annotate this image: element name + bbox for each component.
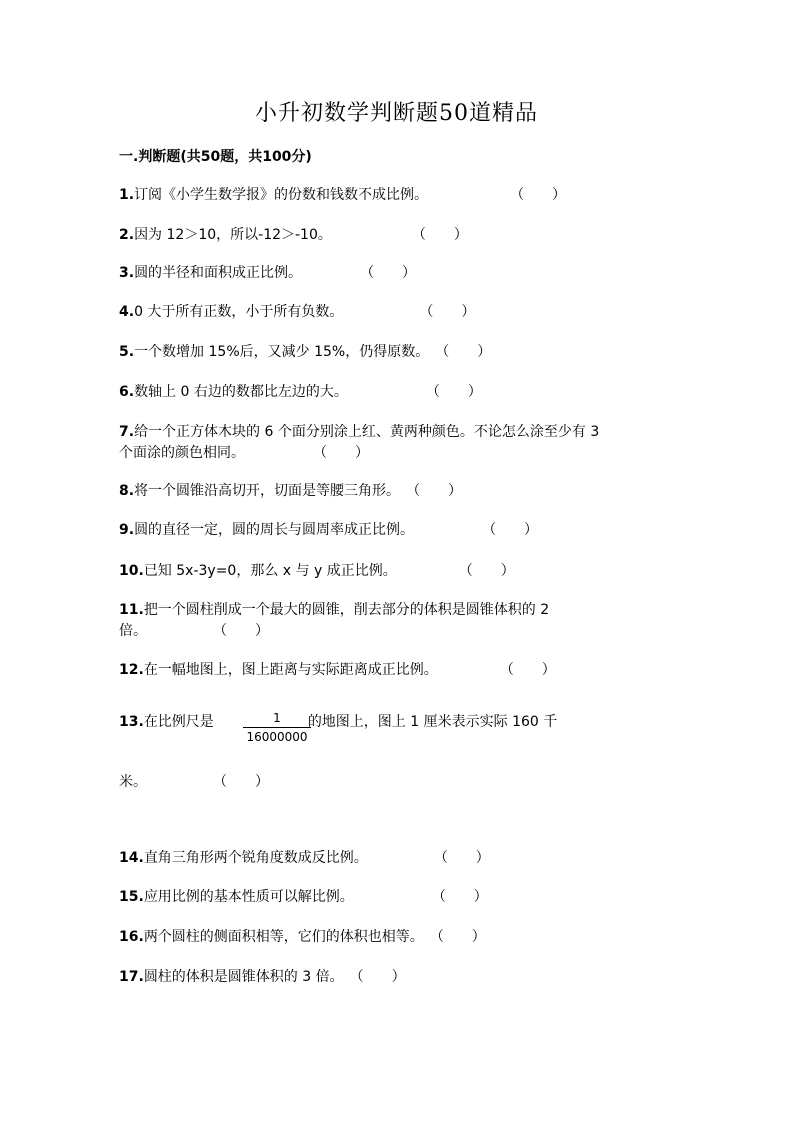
question-number: 4. (119, 304, 135, 320)
section-heading: 一.判断题(共50题，共100分) (119, 149, 312, 165)
question-10 (119, 561, 515, 582)
answer-blank[interactable]: （ ） (425, 384, 482, 400)
question-text: 直角三角形两个锐角度数成反比例。 (143, 850, 368, 866)
question-number: 15. (119, 889, 144, 905)
question-number: 13. (119, 714, 144, 730)
question-text-continued: 个面涂的颜色相同。 (119, 445, 245, 461)
question-13 (119, 712, 557, 733)
fraction-denominator: 16000000 (246, 730, 308, 744)
question-text: 圆柱的体积是圆锥体积的 3 倍。 (143, 969, 344, 985)
question-8 (119, 481, 462, 502)
question-text-continued: 米。 (119, 774, 147, 790)
question-number: 11. (119, 602, 144, 618)
question-4 (119, 302, 475, 323)
question-number: 3. (119, 265, 135, 281)
question-number: 10. (119, 563, 144, 579)
question-2 (119, 225, 468, 246)
question-17 (119, 967, 406, 988)
answer-blank[interactable]: （ ） (435, 344, 492, 360)
question-text-continued: 倍。 (119, 623, 147, 639)
question-number: 12. (119, 662, 144, 678)
question-number: 7. (119, 424, 135, 440)
question-number: 9. (119, 522, 135, 538)
question-7 (119, 422, 599, 464)
question-text: 数轴上 0 右边的数都比左边的大。 (134, 384, 348, 400)
question-text-after-fraction: 的地图上，图上 1 厘米表示实际 160 千 (307, 714, 558, 730)
question-number: 2. (119, 227, 135, 243)
question-text: 已知 5x-3y=0，那么 x 与 y 成正比例。 (143, 563, 397, 579)
answer-blank[interactable]: （ ） (313, 445, 369, 461)
answer-blank[interactable]: （ ） (458, 563, 515, 579)
question-11 (119, 600, 549, 642)
answer-blank[interactable]: （ ） (419, 304, 476, 320)
question-text: 把一个圆柱削成一个最大的圆锥，削去部分的体积是圆锥体积的 2 (143, 602, 550, 618)
question-text: 给一个正方体木块的 6 个面分别涂上红、黄两种颜色。不论怎么涂至少有 3 (134, 424, 600, 440)
question-number: 17. (119, 969, 144, 985)
question-number: 8. (119, 483, 135, 499)
question-15 (119, 887, 488, 908)
answer-blank[interactable]: （ ） (360, 265, 417, 281)
page-title: 小升初数学判断题50道精品 (255, 101, 538, 126)
answer-blank[interactable]: （ ） (411, 227, 468, 243)
answer-blank[interactable]: （ ） (510, 187, 567, 203)
question-text: 在一幅地图上，图上距离与实际距离成正比例。 (143, 662, 438, 678)
fraction-bar (243, 727, 311, 728)
fraction-numerator: 1 (273, 711, 281, 725)
answer-blank[interactable]: （ ） (482, 522, 539, 538)
question-9 (119, 520, 538, 541)
question-number: 14. (119, 850, 144, 866)
question-text: 应用比例的基本性质可以解比例。 (143, 889, 354, 905)
answer-blank[interactable]: （ ） (433, 850, 490, 866)
question-number: 16. (119, 929, 144, 945)
question-text: 两个圆柱的侧面积相等，它们的体积也相等。 (143, 929, 424, 945)
answer-blank[interactable]: （ ） (213, 774, 269, 790)
answer-blank[interactable]: （ ） (499, 662, 556, 678)
answer-blank[interactable]: （ ） (349, 969, 406, 985)
question-5 (119, 342, 491, 363)
question-text: 将一个圆锥沿高切开，切面是等腰三角形。 (134, 483, 401, 499)
question-16 (119, 927, 486, 948)
question-number: 6. (119, 384, 135, 400)
answer-blank[interactable]: （ ） (406, 483, 463, 499)
question-number: 5. (119, 344, 135, 360)
question-3 (119, 263, 416, 284)
question-1 (119, 185, 566, 206)
question-text: 一个数增加 15%后，又减少 15%，仍得原数。 (134, 344, 430, 360)
question-number: 1. (119, 187, 135, 203)
answer-blank[interactable]: （ ） (429, 929, 486, 945)
question-13-continued (119, 772, 269, 793)
answer-blank[interactable]: （ ） (213, 623, 269, 639)
question-text: 圆的直径一定，圆的周长与圆周率成正比例。 (134, 522, 415, 538)
question-text: 在比例尺是 (143, 714, 214, 730)
question-text: 0 大于所有正数，小于所有负数。 (134, 304, 344, 320)
answer-blank[interactable]: （ ） (431, 889, 488, 905)
question-6 (119, 382, 482, 403)
question-12 (119, 660, 556, 681)
question-14 (119, 848, 490, 869)
scale-fraction (243, 711, 311, 744)
question-text: 因为 12＞10，所以-12＞-10。 (134, 227, 332, 243)
question-text: 订阅《小学生数学报》的份数和钱数不成比例。 (134, 187, 429, 203)
question-text: 圆的半径和面积成正比例。 (134, 265, 303, 281)
